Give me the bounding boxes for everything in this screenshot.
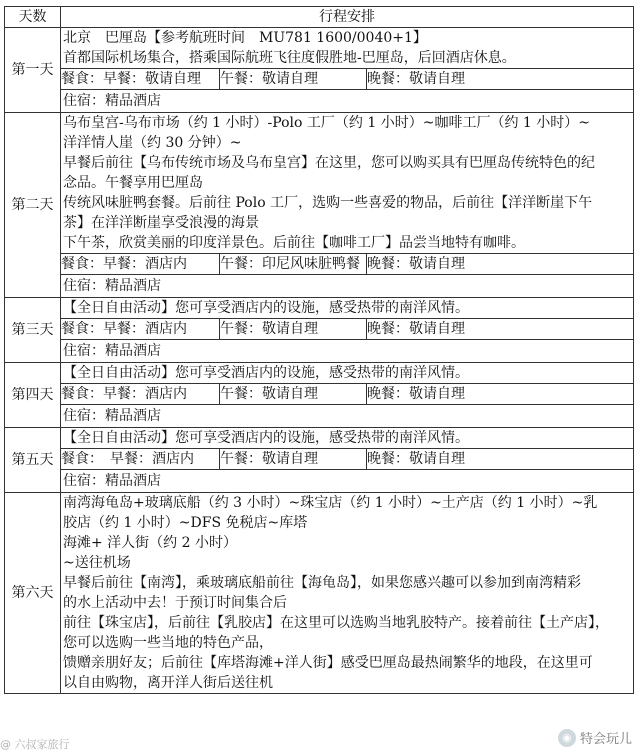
day-label: 第六天 (5, 493, 61, 694)
description-line: 以自由购物，离开洋人街后送往机 (63, 675, 273, 691)
stay-row (5, 405, 634, 428)
meals-row (5, 384, 634, 405)
table-header-row (5, 7, 634, 28)
day-row (5, 113, 634, 254)
description-line: 乌布皇宫-乌布市场（约 1 小时）-Polo 工厂（约 1 小时）~咖啡工厂（约 1 小时）~ (63, 115, 590, 131)
day-row (5, 298, 634, 319)
day-row (5, 28, 634, 69)
breakfast-cell: 餐食：早餐：酒店内 (61, 254, 220, 274)
dinner-cell: 晚餐：敬请自理 (367, 451, 465, 467)
dinner-cell: 晚餐：敬请自理 (367, 256, 465, 272)
day-description (61, 28, 634, 69)
description-line: 传统风味脏鸭套餐。后前往 Polo 工厂，选购一些喜爱的物品，后前往【洋洋断崖下午 (63, 195, 593, 211)
watermark-left: @ 六叔家旅行 (0, 738, 70, 751)
day-label: 第五天 (5, 428, 61, 493)
day-description (61, 363, 634, 384)
description-line: 馈赠亲朋好友；后前往【库塔海滩+洋人街】感受巴厘岛最热闹繁华的地段，在这里可 (63, 655, 593, 671)
description-line: 早餐后前往【乌布传统市场及乌布皇宫】在这里，您可以购买具有巴厘岛传统特色的纪 (63, 155, 595, 171)
description-line: 【全日自由活动】您可享受酒店内的设施，感受热带的南洋风情。 (63, 300, 469, 316)
stay-cell: 住宿：精品酒店 (61, 470, 634, 493)
description-line: 早餐后前往【南湾】，乘玻璃底船前往【海龟岛】，如果您感兴趣可以参加到南湾精彩 (63, 575, 581, 591)
breakfast-cell: 餐食：早餐：敬请自理 (61, 69, 220, 89)
lunch-cell: 午餐：敬请自理 (220, 384, 367, 404)
stay-row (5, 470, 634, 493)
stay-row (5, 340, 634, 363)
lunch-cell: 午餐：敬请自理 (220, 69, 367, 89)
day-description (61, 493, 634, 694)
meals-row (5, 69, 634, 90)
dinner-cell: 晚餐：敬请自理 (367, 71, 465, 87)
description-line: 您可以选购一些当地的特色产品， (63, 635, 273, 651)
description-line: 念品。午餐享用巴厘岛 (63, 175, 203, 191)
meals-row (5, 319, 634, 340)
description-line: 海滩+ 洋人街（约 2 小时） (63, 535, 237, 551)
watermark-right (554, 728, 636, 747)
lunch-cell: 午餐：敬请自理 (220, 449, 367, 469)
description-line: 南湾海龟岛+玻璃底船（约 3 小时）~珠宝店（约 1 小时）~土产店（约 1 小时）~乳 (63, 495, 598, 511)
description-line: 茶】在洋洋断崖享受浪漫的海景 (63, 215, 259, 231)
description-line: ~送往机场 (63, 555, 131, 571)
description-line: 【全日自由活动】您可享受酒店内的设施，感受热带的南洋风情。 (63, 430, 469, 446)
day-row (5, 428, 634, 449)
description-line: 下午茶，欣赏美丽的印度洋景色。后前往【咖啡工厂】品尝当地特有咖啡。 (63, 235, 525, 251)
dinner-cell: 晚餐：敬请自理 (367, 321, 465, 337)
description-line: 首都国际机场集合，搭乘国际航班飞往度假胜地-巴厘岛，后回酒店休息。 (63, 50, 516, 66)
description-line: 前往【珠宝店】，后前往【乳胶店】在这里可以选购当地乳胶特产。接着前往【土产店】， (63, 615, 609, 631)
watermark-right-text: 特会玩儿 (579, 732, 632, 747)
stay-cell: 住宿：精品酒店 (61, 405, 634, 428)
description-line: 胶店（约 1 小时）~DFS 免税店~库塔 (63, 515, 308, 531)
day-label: 第三天 (5, 298, 61, 363)
description-line: 【全日自由活动】您可享受酒店内的设施，感受热带的南洋风情。 (63, 365, 469, 381)
description-line: 洋洋情人崖（约 30 分钟）~ (63, 135, 242, 151)
day-label: 第二天 (5, 113, 61, 298)
breakfast-cell: 餐食：早餐：酒店内 (61, 384, 220, 404)
lunch-cell: 午餐：印尼风味脏鸭餐 (220, 254, 367, 274)
stay-cell: 住宿：精品酒店 (61, 90, 634, 113)
day-column-header: 天数 (5, 7, 61, 28)
stay-row (5, 90, 634, 113)
wechat-logo-icon: ◉ (558, 729, 576, 747)
stay-cell: 住宿：精品酒店 (61, 340, 634, 363)
plan-column-header: 行程安排 (61, 7, 634, 28)
meals-row (5, 449, 634, 470)
day-row (5, 363, 634, 384)
description-line: 的水上活动中去！于预订时间集合后 (63, 595, 287, 611)
day-label: 第四天 (5, 363, 61, 428)
stay-cell: 住宿：精品酒店 (61, 275, 634, 298)
dinner-cell: 晚餐：敬请自理 (367, 386, 465, 402)
breakfast-cell: 餐食：早餐：酒店内 (61, 319, 220, 339)
description-line: 北京 巴厘岛【参考航班时间 MU781 1600/0040+1】 (63, 30, 427, 46)
breakfast-cell: 餐食： 早餐：酒店内 (61, 449, 220, 469)
itinerary-table (4, 6, 634, 694)
stay-row (5, 275, 634, 298)
day-description (61, 298, 634, 319)
day-description (61, 428, 634, 449)
day-row (5, 493, 634, 694)
day-description (61, 113, 634, 254)
meals-row (5, 254, 634, 275)
day-label: 第一天 (5, 28, 61, 113)
lunch-cell: 午餐：敬请自理 (220, 319, 367, 339)
